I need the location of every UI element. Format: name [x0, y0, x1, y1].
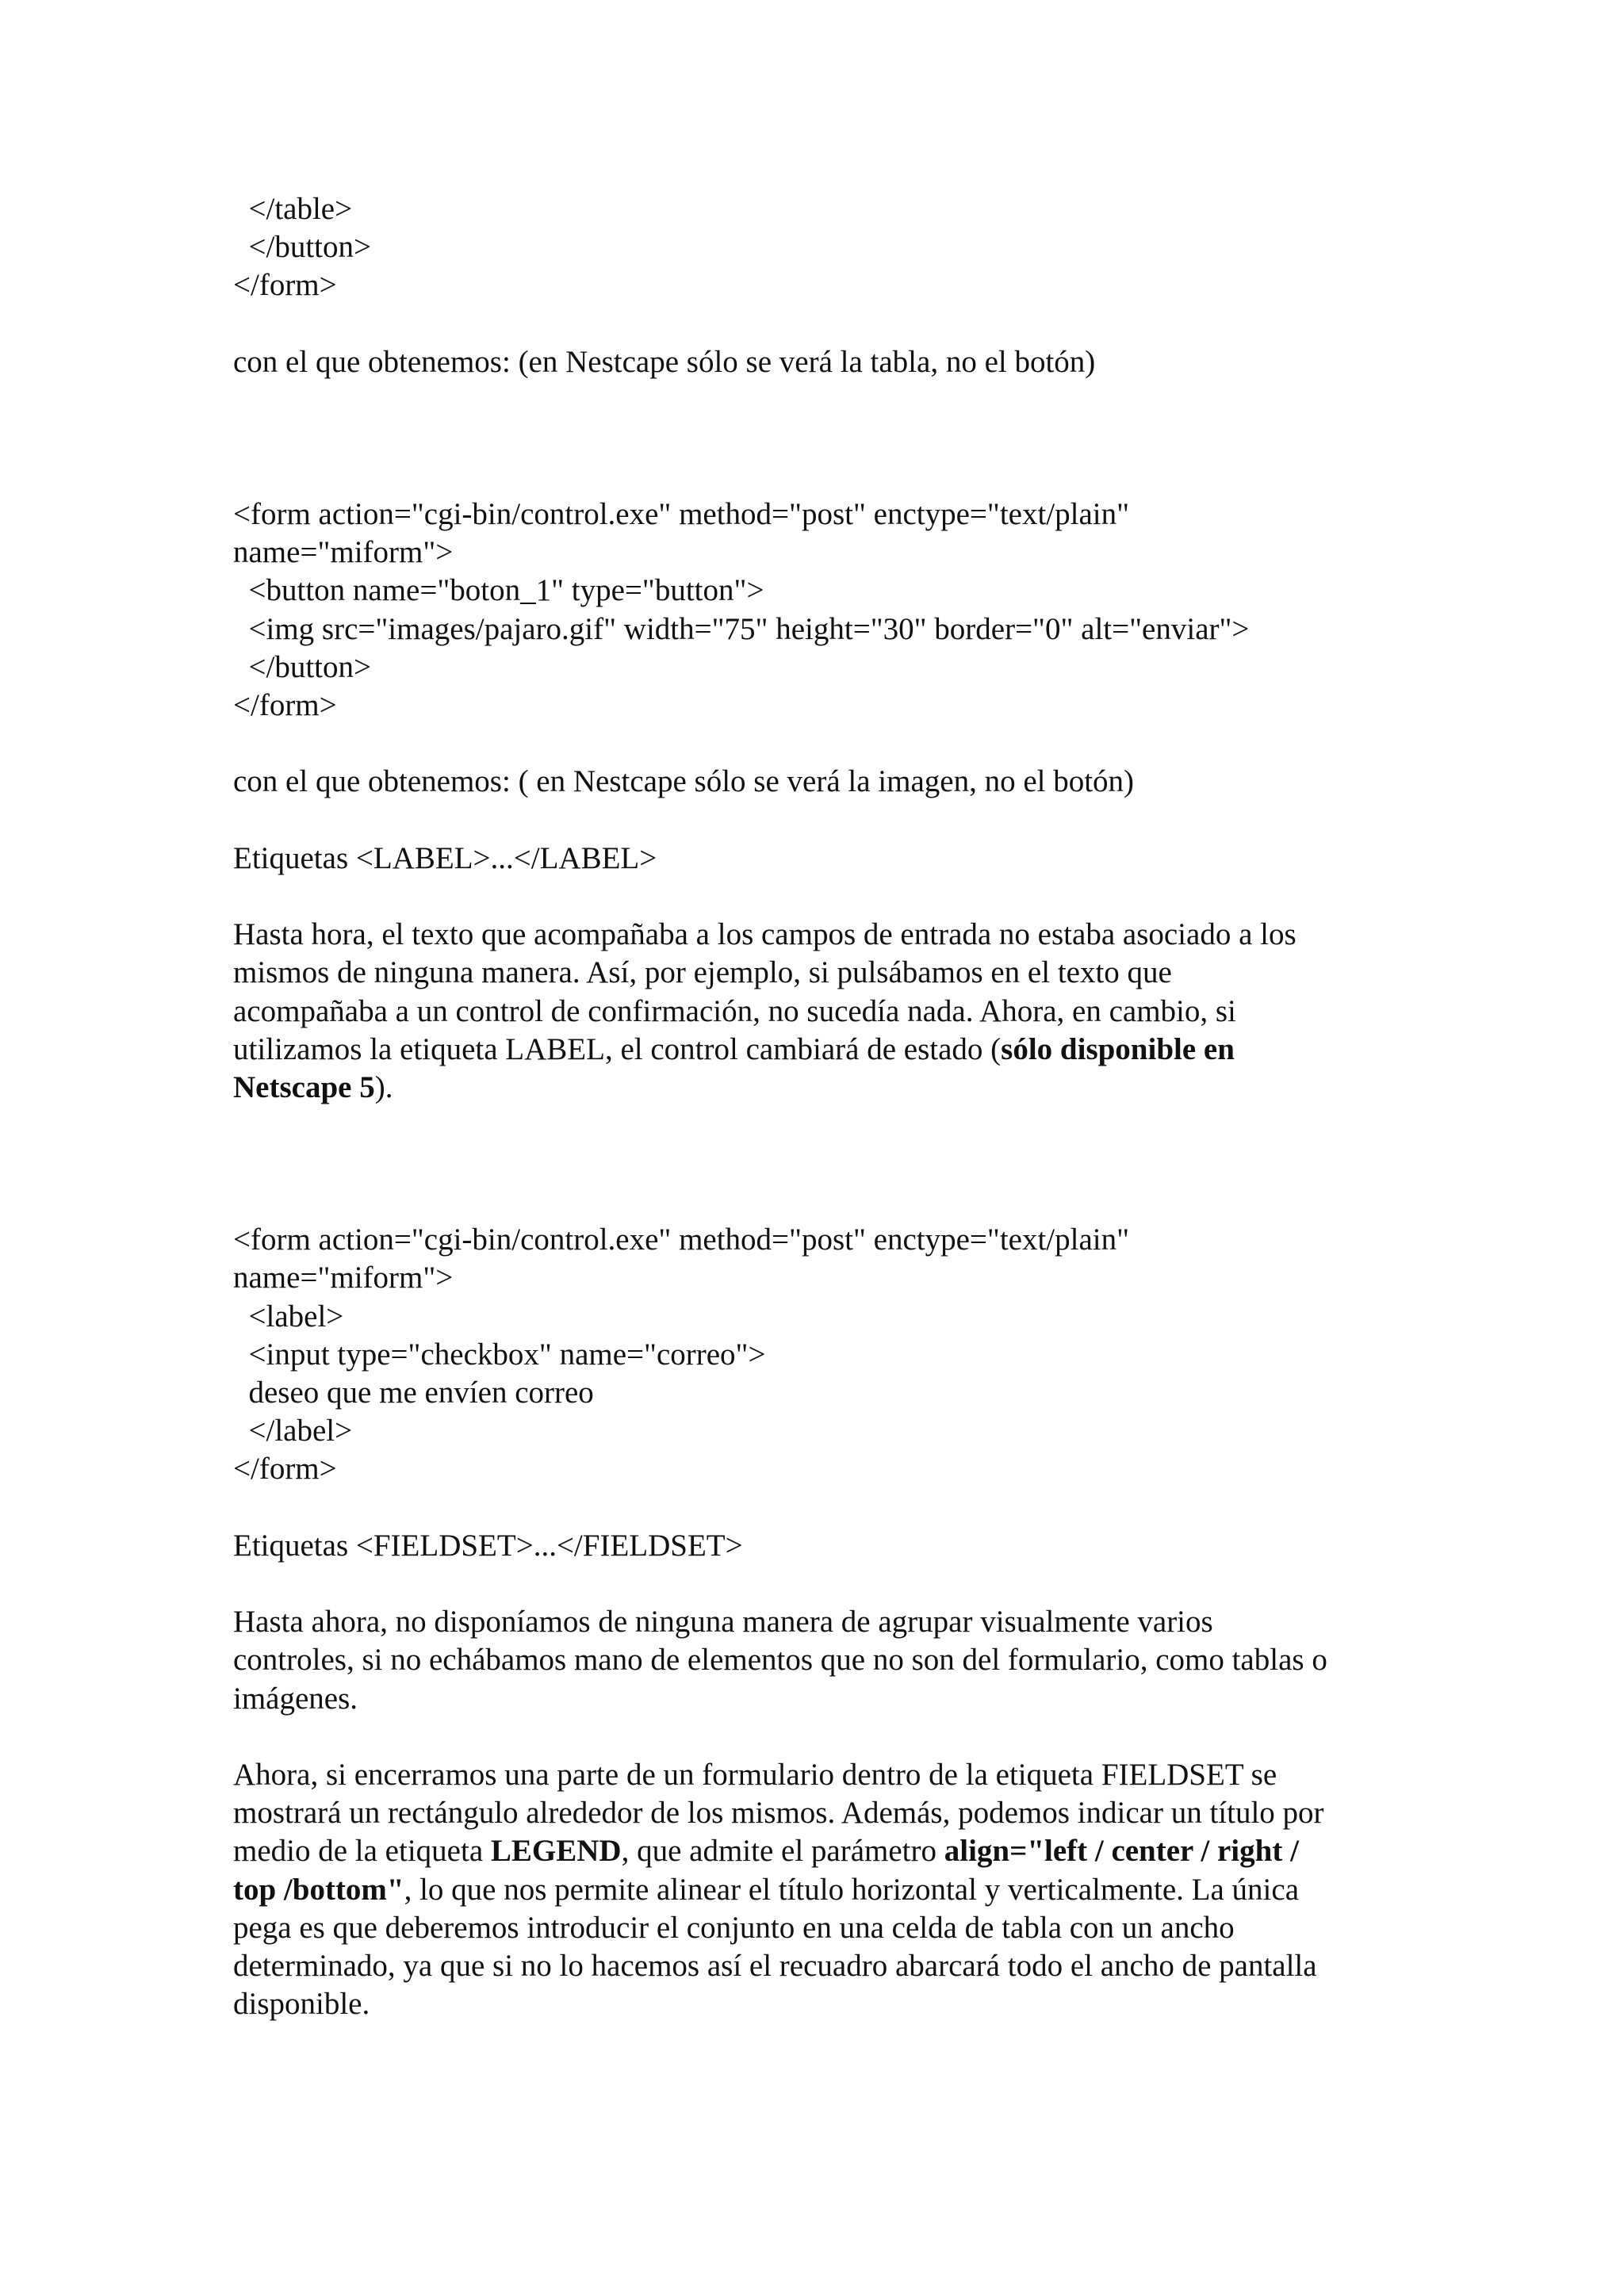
text-line: controles, si no echábamos mano de elementos que no son del formulario, como tablas o — [233, 1643, 1327, 1678]
text-line: mostrará un rectángulo alrededor de los mismos. Además, podemos indicar un título por — [233, 1796, 1324, 1831]
code-line: name="miform"> — [233, 535, 454, 570]
text-line — [233, 1069, 1423, 1107]
text-span: , lo que nos permite alinear el título horizontal y verticalmente. La única — [404, 1872, 1300, 1907]
bold-text: align="left / center / right / — [944, 1834, 1299, 1869]
text-line — [233, 1832, 1423, 1870]
document-page — [233, 190, 1423, 2023]
code-line: </form> — [233, 688, 337, 723]
bold-text: LEGEND — [490, 1834, 622, 1869]
code-line: <label> — [233, 1299, 344, 1334]
code-line: <input type="checkbox" name="correo"> — [233, 1337, 766, 1372]
code-line: <button name="boton_1" type="button"> — [233, 573, 764, 608]
text-line — [233, 1031, 1423, 1069]
code-block-label-form — [233, 1221, 1423, 1488]
code-line: </table> — [233, 192, 353, 226]
text-span: , que admite el parámetro — [621, 1834, 944, 1869]
code-block-closing — [233, 190, 1423, 305]
text-line: Hasta hora, el texto que acompañaba a los campos de entrada no estaba asociado a los — [233, 917, 1297, 952]
fieldset-paragraph-2 — [233, 1756, 1423, 2023]
text-line: determinado, ya que si no lo hacemos así el recuadro abarcará todo el ancho de pantalla — [233, 1949, 1317, 1984]
code-line: deseo que me envíen correo — [233, 1376, 594, 1410]
code-line: </form> — [233, 1452, 337, 1487]
text-line: Ahora, si encerramos una parte de un formulario dentro de la etiqueta FIELDSET se — [233, 1758, 1277, 1792]
bold-text: top /bottom" — [233, 1872, 404, 1907]
code-line: </button> — [233, 649, 371, 684]
code-line: </form> — [233, 268, 337, 303]
text-span: ). — [374, 1070, 393, 1104]
code-block-button-form — [233, 496, 1423, 725]
fieldset-paragraph-1 — [233, 1603, 1423, 1718]
code-line: <img src="images/pajaro.gif" width="75" height="30" border="0" alt="enviar"> — [233, 611, 1250, 646]
text-line: disponible. — [233, 1987, 370, 2022]
text-line: Hasta ahora, no disponíamos de ninguna manera de agrupar visualmente varios — [233, 1605, 1213, 1640]
section-heading-label: Etiquetas <LABEL>...</LABEL> — [233, 840, 657, 875]
code-line: <form action="cgi-bin/control.exe" method="post" enctype="text/plain" — [233, 1223, 1130, 1257]
text-span: utilizamos la etiqueta LABEL, el control cambiará de estado ( — [233, 1031, 1002, 1066]
section-heading-fieldset: Etiquetas <FIELDSET>...</FIELDSET> — [233, 1528, 743, 1563]
result-note: con el que obtenemos: (en Nestcape sólo se verá la tabla, no el botón) — [233, 344, 1096, 379]
code-line: </button> — [233, 230, 371, 265]
code-line: </label> — [233, 1414, 353, 1448]
result-note: con el que obtenemos: ( en Nestcape sólo se verá la imagen, no el botón) — [233, 764, 1135, 799]
text-line: pega es que deberemos introducir el conjunto en una celda de tabla con un ancho — [233, 1910, 1235, 1945]
text-line: imágenes. — [233, 1681, 358, 1716]
text-line: acompañaba a un control de confirmación, no sucedía nada. Ahora, en cambio, si — [233, 993, 1236, 1028]
code-line: name="miform"> — [233, 1261, 454, 1295]
code-line: <form action="cgi-bin/control.exe" method="post" enctype="text/plain" — [233, 497, 1130, 531]
text-span: medio de la etiqueta — [233, 1834, 491, 1869]
text-line — [233, 1871, 1423, 1909]
label-paragraph — [233, 916, 1423, 1107]
bold-text: sólo disponible en — [1001, 1031, 1235, 1066]
text-line: mismos de ninguna manera. Así, por ejemplo, si pulsábamos en el texto que — [233, 955, 1172, 990]
bold-text: Netscape 5 — [233, 1070, 375, 1104]
